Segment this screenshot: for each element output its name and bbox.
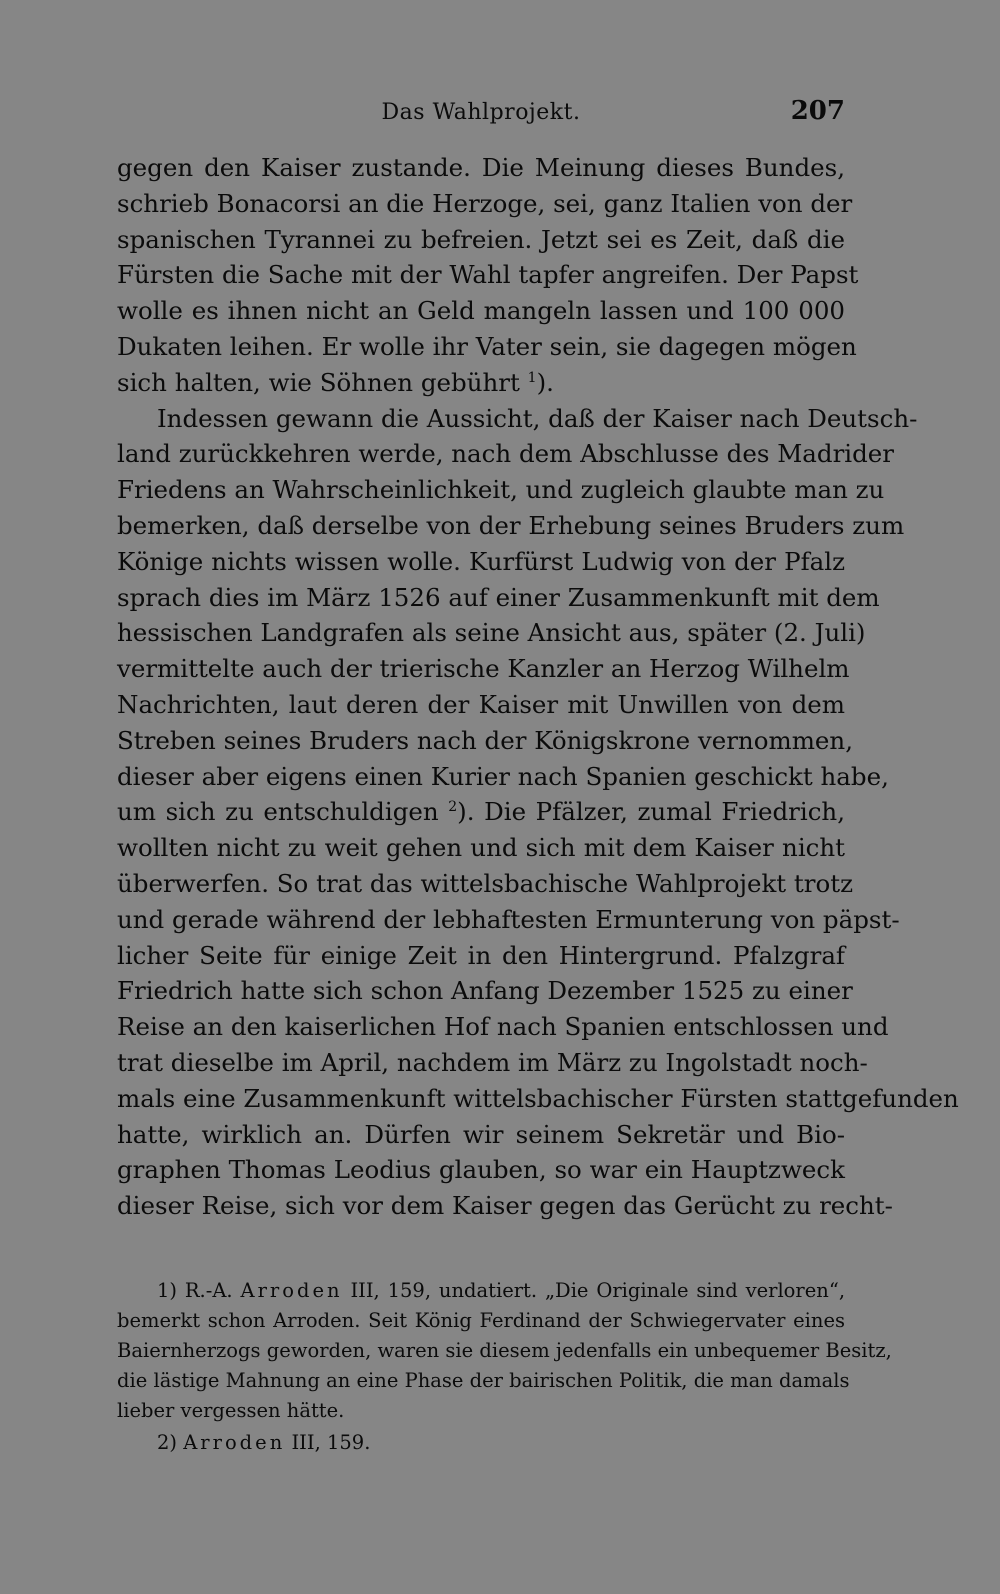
text-line: Friedens an Wahrscheinlichkeit, und zugleich glaubte man zu [117,475,885,505]
footnote-ref: III, 159. [291,1431,371,1454]
text-line: sprach dies im März 1526 auf einer Zusammenkunft mit dem [117,582,880,612]
text-line: trat dieselbe im April, nachdem im März zu Ingolstadt noch- [117,1047,868,1077]
footnote-2 [117,1428,845,1458]
footnote-marker: 1) R.-A. [157,1279,233,1302]
text-segment: um sich zu entschuldigen [117,797,449,827]
footnote-ref: III, 159, undatiert. „Die Originale sind verloren“, [350,1279,846,1302]
footnote-ref-2: 2 [448,799,458,816]
text-line: Friedrich hatte sich schon Anfang Dezember 1525 zu einer [117,976,853,1006]
text-line: dieser Reise, sich vor dem Kaiser gegen das Gerücht zu recht- [117,1191,893,1221]
text-line: dieser aber eigens einen Kurier nach Spanien geschickt habe, [117,761,889,791]
footnote-1-line: lieber vergessen hätte. [117,1399,345,1422]
text-line: spanischen Tyrannei zu befreien. Jetzt sei es Zeit, daß die [117,224,845,254]
footnote-1-line: Baiernherzogs geworden, waren sie diesem jedenfalls ein unbequemer Besitz, [117,1339,892,1362]
text-segment: ). [536,367,554,397]
text-line: Streben seines Bruders nach der Königskrone vernommen, [117,725,853,755]
footnote-1-line: die lästige Mahnung an eine Phase der bairischen Politik, die man damals [117,1369,850,1392]
text-line: hessischen Landgrafen als seine Ansicht aus, später (2. Juli) [117,618,866,648]
footnote-marker: 2) [157,1431,178,1454]
running-title: Das Wahlprojekt. [381,100,581,125]
text-line: gegen den Kaiser zustande. Die Meinung dieses Bundes, [117,153,845,182]
text-line: vermittelte auch der trierische Kanzler an Herzog Wilhelm [117,654,850,684]
text-line: Indessen gewann die Aussicht, daß der Kaiser nach Deutsch- [157,403,918,433]
page-header [117,96,845,130]
footnote-1-line: bemerkt schon Arroden. Seit König Ferdinand der Schwiegervater eines [117,1309,845,1332]
text-line: wollten nicht zu weit gehen und sich mit dem Kaiser nicht [117,833,845,863]
page-number: 207 [790,96,845,126]
text-line: Nachrichten, laut deren der Kaiser mit Unwillen von dem [117,689,845,719]
footnotes [117,1276,892,1458]
text-line: Dukaten leihen. Er wolle ihr Vater sein, sie dagegen mögen [117,331,857,361]
footnote-ref-1: 1 [527,369,537,386]
footnote-author: Arroden [240,1279,343,1302]
text-line: Könige nichts wissen wolle. Kurfürst Ludwig von der Pfalz [117,546,845,576]
footnote-author: Arroden [183,1431,286,1454]
text-segment: sich halten, wie Söhnen gebührt [117,367,528,397]
text-line: schrieb Bonacorsi an die Herzoge, sei, ganz Italien von der [117,188,853,218]
text-line: licher Seite für einige Zeit in den Hintergrund. Pfalzgraf [117,940,845,970]
text-line: überwerfen. So trat das wittelsbachische Wahlprojekt trotz [117,868,853,898]
text-line [117,365,845,401]
text-line: wolle es ihnen nicht an Geld mangeln lassen und 100 000 [117,296,845,326]
text-line: Fürsten die Sache mit der Wahl tapfer angreifen. Der Papst [117,260,859,290]
text-line [117,794,845,830]
text-line: land zurückkehren werde, nach dem Abschlusse des Madrider [117,439,895,469]
footnote-1 [117,1276,845,1306]
text-line: und gerade während der lebhaftesten Ermunterung von päpst- [117,904,900,934]
text-line: mals eine Zusammenkunft wittelsbachischer Fürsten stattgefunden [117,1083,959,1113]
text-line: graphen Thomas Leodius glauben, so war ein Hauptzweck [117,1155,845,1185]
text-line: Reise an den kaiserlichen Hof nach Spanien entschlossen und [117,1012,889,1042]
text-line: bemerken, daß derselbe von der Erhebung seines Bruders zum [117,510,905,540]
text-segment: ). Die Pfälzer, zumal Friedrich, [457,797,845,827]
body-text [117,150,959,1224]
text-line: hatte, wirklich an. Dürfen wir seinem Sekretär und Bio- [117,1119,845,1149]
